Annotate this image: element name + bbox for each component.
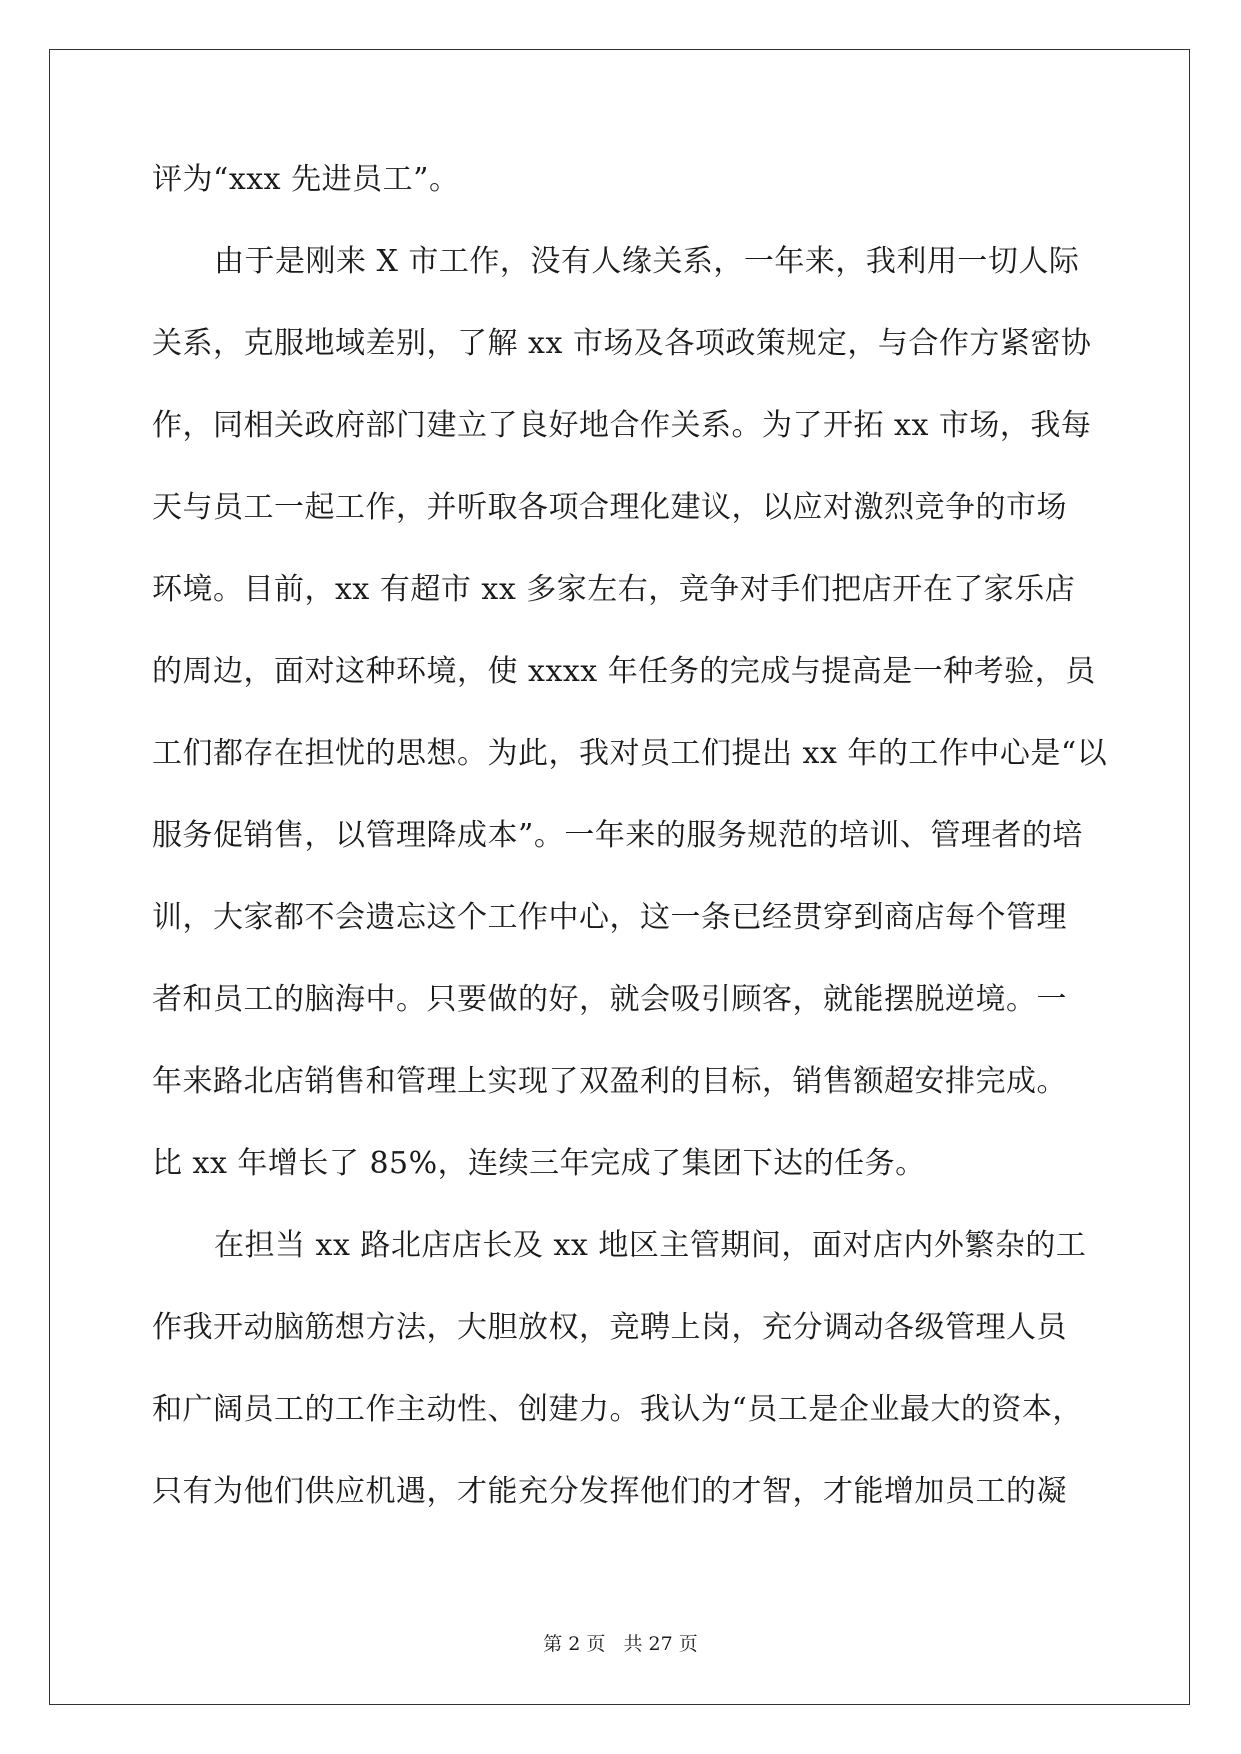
text-line: 训，大家都不会遗忘这个工作中心，这一条已经贯穿到商店每个管理 [152,900,1067,935]
text-line: 评为“xxx 先进员工”。 [152,162,460,197]
text-line: 关系，克服地域差别，了解 xx 市场及各项政策规定，与合作方紧密协 [152,326,1092,361]
page-total: 共 27 页 [623,1633,698,1655]
document-body [152,160,1108,1554]
text-line: 服务促销售，以管理降成本”。一年来的服务规范的培训、管理者的培 [152,818,1083,853]
paragraph-start: 由于是刚来 X 市工作，没有人缘关系，一年来，我利用一切人际 [214,244,1080,279]
text-line: 环境。目前，xx 有超市 xx 多家左右，竞争对手们把店开在了家乐店 [152,572,1076,607]
page-number: 第 2 页 [543,1633,606,1655]
text-line: 只有为他们供应机遇，才能充分发挥他们的才智，才能增加员工的凝 [152,1474,1067,1509]
text-line: 工们都存在担忧的思想。为此，我对员工们提出 xx 年的工作中心是“以 [152,736,1108,771]
text-line: 和广阔员工的工作主动性、创建力。我认为“员工是企业最大的资本， [152,1392,1083,1427]
text-line: 作，同相关政府部门建立了良好地合作关系。为了开拓 xx 市场，我每 [152,408,1092,443]
text-line: 者和员工的脑海中。只要做的好，就会吸引顾客，就能摆脱逆境。一 [152,982,1067,1017]
text-line: 的周边，面对这种环境，使 xxxx 年任务的完成与提高是一种考验，员 [152,654,1096,689]
text-line: 年来路北店销售和管理上实现了双盈利的目标，销售额超安排完成。 [152,1064,1067,1099]
text-line: 比 xx 年增长了 85%，连续三年完成了集团下达的任务。 [152,1146,926,1181]
text-line: 作我开动脑筋想方法，大胆放权，竞聘上岗，充分调动各级管理人员 [152,1310,1067,1345]
text-line: 天与员工一起工作，并听取各项合理化建议，以应对激烈竞争的市场 [152,490,1067,525]
paragraph-start: 在担当 xx 路北店店长及 xx 地区主管期间，面对店内外繁杂的工 [214,1228,1087,1263]
page-footer [0,1632,1241,1656]
